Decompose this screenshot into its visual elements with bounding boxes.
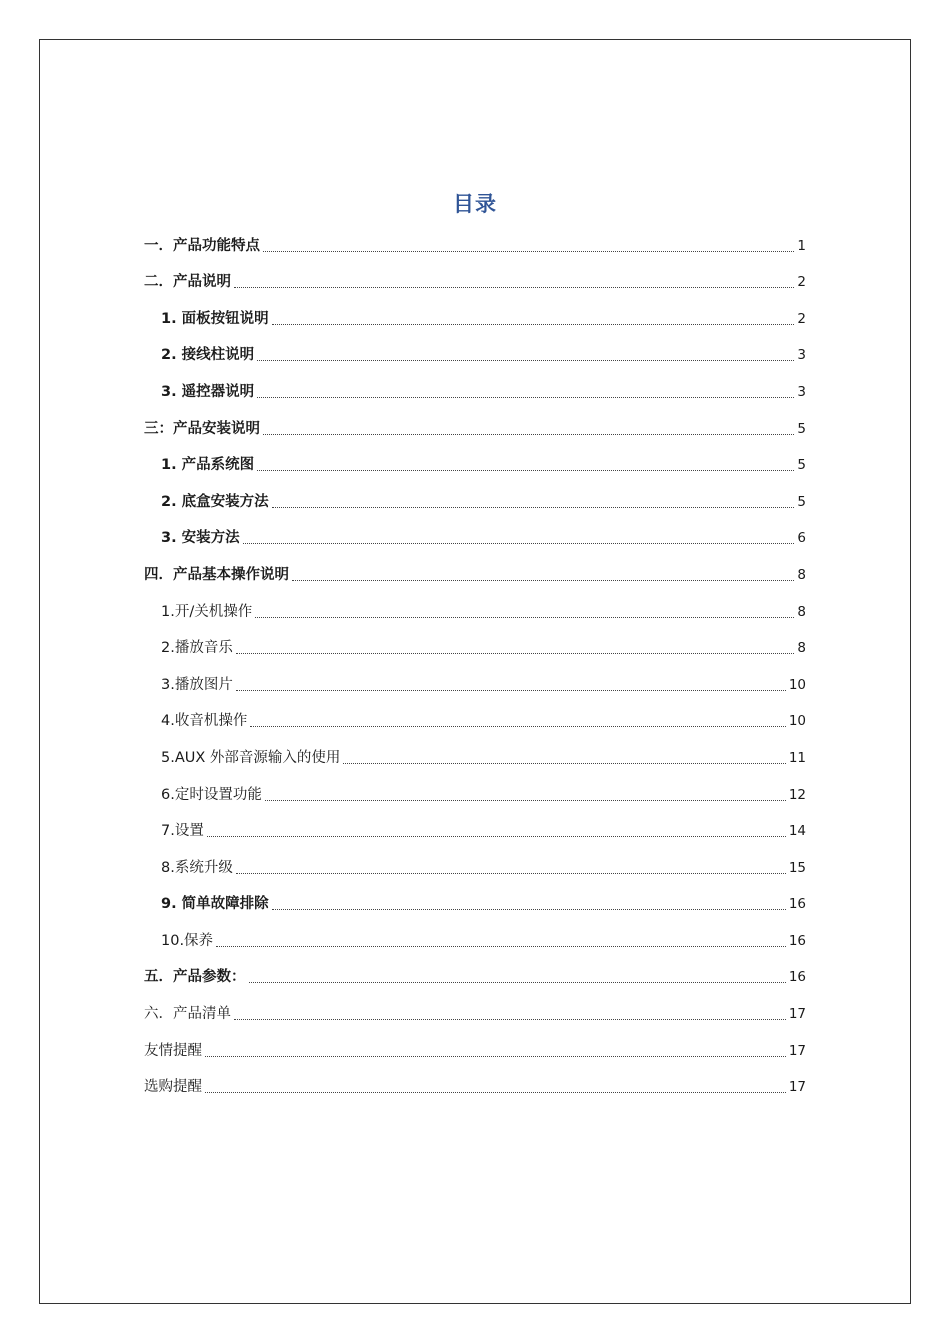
toc-entry[interactable]	[144, 994, 806, 1031]
toc-entry-text: 8.系统升级	[161, 859, 233, 876]
toc-dot-leader	[234, 286, 794, 288]
toc-entry[interactable]	[144, 775, 806, 812]
toc-entry[interactable]	[144, 263, 806, 300]
toc-dot-leader	[216, 945, 786, 947]
toc-dot-leader	[257, 396, 794, 398]
toc-entry-text: 2. 底盒安装方法	[161, 493, 269, 510]
toc-page-number: 17	[788, 1079, 806, 1096]
toc-page-number: 2	[797, 310, 806, 327]
toc-dot-leader	[236, 652, 795, 654]
toc-page-number: 10	[788, 676, 806, 693]
toc-entry[interactable]	[144, 446, 806, 483]
toc-dot-leader	[250, 725, 785, 727]
toc-entry-text: 1. 面板按钮说明	[161, 310, 269, 327]
toc-entry[interactable]	[144, 409, 806, 446]
toc-dot-leader	[263, 250, 794, 252]
toc-page-number: 8	[797, 566, 806, 583]
toc-page-number: 16	[788, 932, 806, 949]
toc-entry[interactable]	[144, 921, 806, 958]
toc-entry-text: 4.收音机操作	[161, 713, 248, 730]
toc-page-number: 5	[797, 420, 806, 437]
toc-entry[interactable]	[144, 592, 806, 629]
toc-dot-leader	[236, 689, 786, 691]
toc-entry-text: 二．产品说明	[144, 274, 231, 291]
toc-entry-text: 7.设置	[161, 823, 204, 840]
toc-dot-leader	[243, 542, 795, 544]
toc-entry[interactable]	[144, 336, 806, 373]
toc-page-number: 12	[788, 786, 806, 803]
toc-entry-text: 3.播放图片	[161, 676, 233, 693]
toc-entry-text: 2. 接线柱说明	[161, 347, 255, 364]
toc-entry[interactable]	[144, 299, 806, 336]
toc-entry[interactable]	[144, 372, 806, 409]
toc-entry[interactable]	[144, 555, 806, 592]
toc-entry-text: 六．产品清单	[144, 1006, 231, 1023]
toc-entry-text: 三：产品安装说明	[144, 420, 260, 437]
toc-page-number: 16	[788, 969, 806, 986]
toc-entry-text: 3. 遥控器说明	[161, 383, 255, 400]
toc-page-number: 5	[797, 493, 806, 510]
toc-dot-leader	[257, 359, 794, 361]
toc-page-number: 14	[788, 823, 806, 840]
toc-page-number: 1	[797, 237, 806, 254]
toc-page-number: 3	[797, 347, 806, 364]
toc-entry-text: 友情提醒	[144, 1042, 202, 1059]
toc-dot-leader	[236, 872, 786, 874]
toc-page-number: 6	[797, 530, 806, 547]
toc-entry-text: 2.播放音乐	[161, 640, 233, 657]
toc-page-number: 5	[797, 457, 806, 474]
toc-page-number: 17	[788, 1042, 806, 1059]
toc-page-number: 8	[797, 640, 806, 657]
toc-entry[interactable]	[144, 1068, 806, 1105]
toc-dot-leader	[343, 762, 785, 764]
toc-page-number: 17	[788, 1006, 806, 1023]
toc-title: 目录	[453, 192, 497, 216]
toc-page-number: 15	[788, 859, 806, 876]
toc-dot-leader	[255, 616, 794, 618]
toc-dot-leader	[249, 981, 786, 983]
toc-entry-text: 四．产品基本操作说明	[144, 566, 289, 583]
toc-entry[interactable]	[144, 482, 806, 519]
toc-entry-text: 3. 安装方法	[161, 530, 240, 547]
toc-dot-leader	[207, 835, 786, 837]
toc-page-number: 2	[797, 274, 806, 291]
toc-entry[interactable]	[144, 848, 806, 885]
toc-entry[interactable]	[144, 812, 806, 849]
toc-entry-text: 10.保养	[161, 932, 214, 949]
toc-dot-leader	[263, 433, 794, 435]
toc-dot-leader	[272, 908, 786, 910]
toc-entry[interactable]	[144, 1031, 806, 1068]
toc-entry[interactable]	[144, 958, 806, 995]
toc-entry[interactable]	[144, 885, 806, 922]
toc-entry-text: 五．产品参数：	[144, 969, 246, 986]
toc-entry[interactable]	[144, 519, 806, 556]
toc-page-number: 3	[797, 383, 806, 400]
toc-page-number: 10	[788, 713, 806, 730]
toc-entry[interactable]	[144, 665, 806, 702]
toc-entry[interactable]	[144, 226, 806, 263]
toc-dot-leader	[272, 323, 795, 325]
toc-dot-leader	[265, 799, 786, 801]
toc-entry-text: 一．产品功能特点	[144, 237, 260, 254]
toc-dot-leader	[205, 1055, 786, 1057]
toc-dot-leader	[205, 1091, 786, 1093]
toc-dot-leader	[292, 579, 794, 581]
toc-entry[interactable]	[144, 629, 806, 666]
toc-entry-text: 选购提醒	[144, 1079, 202, 1096]
toc-dot-leader	[272, 506, 795, 508]
toc-entry-text: 6.定时设置功能	[161, 786, 262, 803]
toc-page-number: 16	[788, 896, 806, 913]
toc-dot-leader	[257, 469, 794, 471]
toc-list	[144, 226, 806, 1104]
toc-entry-text: 5.AUX 外部音源输入的使用	[161, 749, 341, 766]
toc-page-number: 8	[797, 603, 806, 620]
toc-page-number: 11	[788, 749, 806, 766]
toc-dot-leader	[234, 1018, 786, 1020]
toc-entry[interactable]	[144, 738, 806, 775]
toc-entry-text: 1.开/关机操作	[161, 603, 253, 620]
toc-entry[interactable]	[144, 702, 806, 739]
toc-entry-text: 9. 简单故障排除	[161, 896, 269, 913]
toc-entry-text: 1. 产品系统图	[161, 457, 255, 474]
